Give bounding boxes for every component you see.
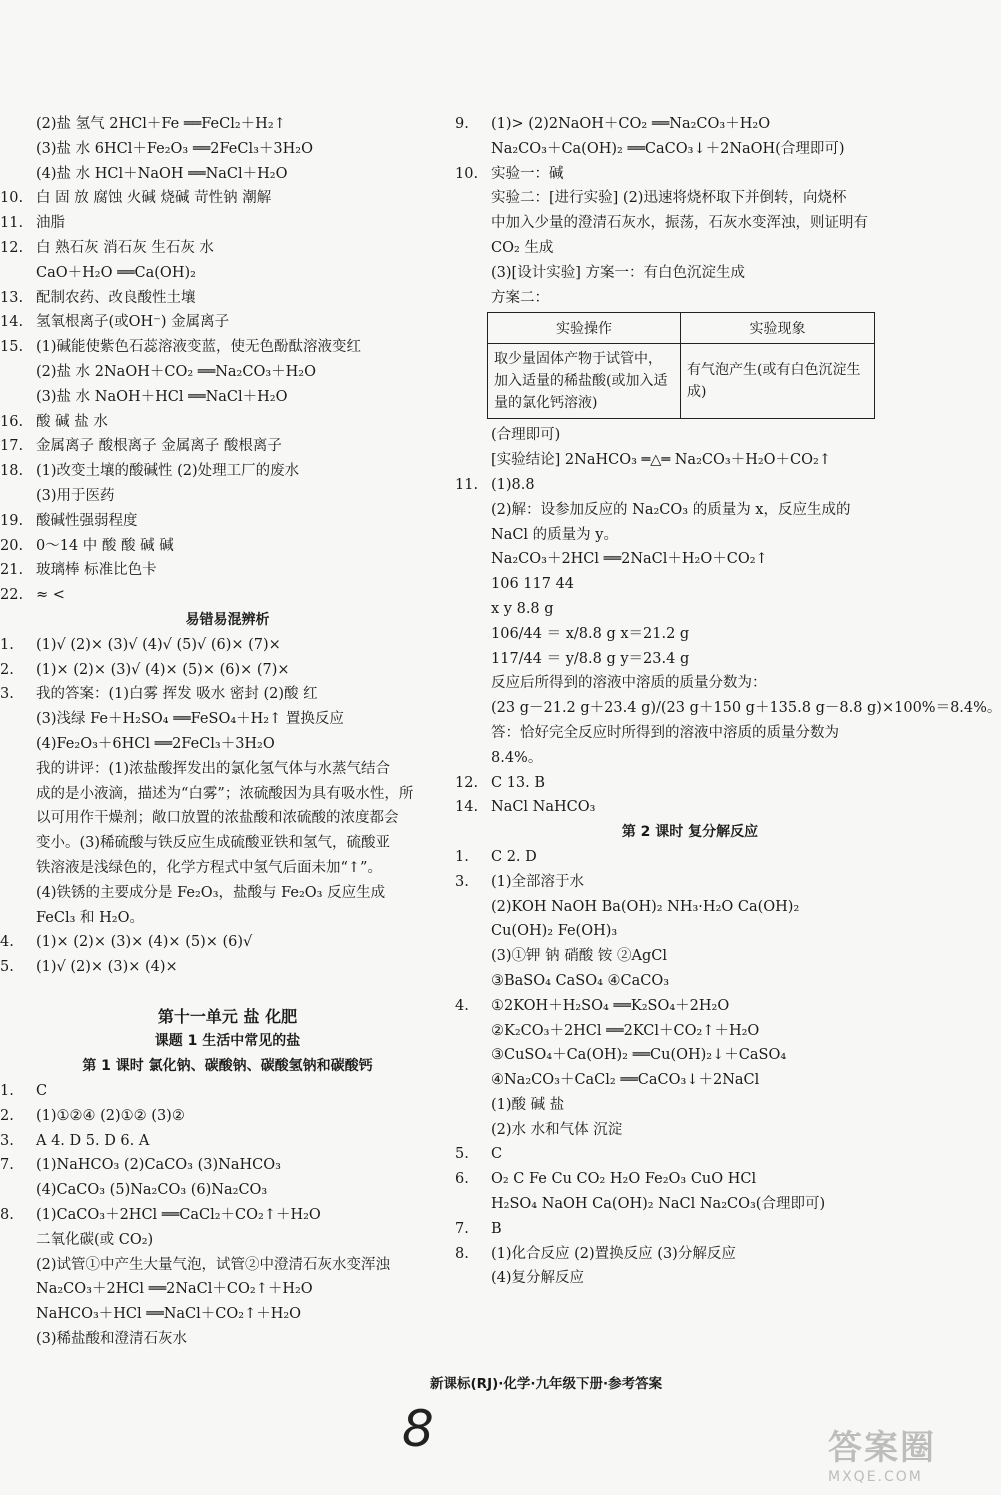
line-text: CaO＋H₂O ══Ca(OH)₂ xyxy=(36,264,196,281)
answer-line xyxy=(455,498,925,523)
item-number: 3. xyxy=(0,1132,14,1149)
answer-line xyxy=(0,1029,455,1054)
item-number: 4. xyxy=(455,997,469,1014)
answer-line xyxy=(455,795,925,820)
answer-line xyxy=(455,448,925,473)
answer-line xyxy=(0,732,455,757)
watermark-site: MXQE.COM xyxy=(828,1469,923,1485)
answer-line xyxy=(0,509,455,534)
answer-line xyxy=(0,434,455,459)
line-text: (2)KOH NaOH Ba(OH)₂ NH₃·H₂O Ca(OH)₂ xyxy=(491,898,800,915)
line-text: 成的是小液滴，描述为“白雾”；浓硫酸因为具有吸水性，所 xyxy=(36,785,414,802)
line-text: 第十一单元 盐 化肥 xyxy=(157,1006,298,1026)
answer-line xyxy=(0,261,455,286)
line-text: 实验二：[进行实验] (2)迅速将烧杯取下并倒转，向烧杯 xyxy=(491,190,847,207)
answer-line xyxy=(455,870,925,895)
answer-line xyxy=(455,820,925,845)
line-text: 酸 碱 盐 水 xyxy=(36,413,108,430)
line-text: (1)× (2)× (3)√ (4)× (5)× (6)× (7)× xyxy=(36,661,290,678)
answer-line xyxy=(455,547,925,572)
answer-line xyxy=(0,658,455,683)
table-header-operation: 实验操作 xyxy=(488,313,681,344)
answer-line xyxy=(0,955,455,980)
item-number: 8. xyxy=(455,1245,469,1262)
line-text: 第 1 课时 氯化钠、碳酸钠、碳酸氢钠和碳酸钙 xyxy=(82,1058,373,1075)
answer-line xyxy=(455,572,925,597)
item-number: 5. xyxy=(0,959,14,976)
answer-line xyxy=(0,1104,455,1129)
item-number: 2. xyxy=(0,1107,14,1124)
line-text: (1)√ (2)× (3)× (4)× xyxy=(36,959,178,976)
answer-line xyxy=(455,944,925,969)
line-text: ③CuSO₄＋Ca(OH)₂ ══Cu(OH)₂↓＋CaSO₄ xyxy=(491,1047,787,1064)
right-top-lines xyxy=(455,112,925,310)
line-text: Na₂CO₃＋2HCl ══2NaCl＋H₂O＋CO₂↑ xyxy=(491,551,768,568)
line-text: ①2KOH＋H₂SO₄ ══K₂SO₄＋2H₂O xyxy=(491,997,730,1014)
line-text: (1)酸 碱 盐 xyxy=(491,1096,565,1113)
item-number: 15. xyxy=(0,339,24,356)
item-number: 19. xyxy=(0,512,24,529)
answer-line xyxy=(0,1253,455,1278)
answer-line xyxy=(0,980,455,1005)
answer-line xyxy=(0,608,455,633)
line-text: (1)√ (2)× (3)√ (4)√ (5)√ (6)× (7)× xyxy=(36,636,281,653)
line-text: 第 2 课时 复分解反应 xyxy=(621,824,759,841)
line-text: (3)①钾 钠 硝酸 铵 ②AgCl xyxy=(491,948,667,965)
answer-line xyxy=(455,1093,925,1118)
answer-line xyxy=(455,622,925,647)
answer-line xyxy=(455,771,925,796)
line-text: C 2. D xyxy=(491,848,537,865)
item-number: 1. xyxy=(455,848,469,865)
table-header-phenomenon: 实验现象 xyxy=(681,313,875,344)
line-text: (1)NaHCO₃ (2)CaCO₃ (3)NaHCO₃ xyxy=(36,1157,281,1174)
answer-line xyxy=(455,1019,925,1044)
watermark-title: 答案圈 xyxy=(828,1428,936,1468)
item-number: 10. xyxy=(0,190,24,207)
answer-line xyxy=(455,994,925,1019)
item-number: 1. xyxy=(0,636,14,653)
line-text: (1)全部溶于水 xyxy=(491,873,585,890)
line-text: 油脂 xyxy=(36,215,65,232)
item-number: 20. xyxy=(0,537,24,554)
line-text: (3)浅绿 Fe＋H₂SO₄ ══FeSO₄＋H₂↑ 置换反应 xyxy=(36,711,344,728)
answer-line xyxy=(0,1203,455,1228)
line-text: (4)盐 水 HCl＋NaOH ══NaCl＋H₂O xyxy=(36,165,288,182)
item-number: 8. xyxy=(0,1207,14,1224)
page-footer: 新课标(RJ)·化学·九年级下册·参考答案 xyxy=(430,1376,663,1392)
answer-line xyxy=(455,746,925,771)
line-text: (3)[设计实验] 方案一：有白色沉淀生成 xyxy=(491,264,745,281)
line-text: 中加入少量的澄清石灰水，振荡，石灰水变浑浊，则证明有 xyxy=(491,215,868,232)
answer-line xyxy=(455,969,925,994)
answer-line xyxy=(0,831,455,856)
item-number: 10. xyxy=(455,165,479,182)
line-text: (1)①②④ (2)①② (3)② xyxy=(36,1107,185,1124)
line-text: B xyxy=(491,1220,502,1237)
answer-line xyxy=(0,757,455,782)
answer-line xyxy=(0,806,455,831)
page-number: 8 xyxy=(402,1400,434,1458)
line-text: (4)CaCO₃ (5)Na₂CO₃ (6)Na₂CO₃ xyxy=(36,1182,268,1199)
line-text: 实验一：碱 xyxy=(491,165,564,182)
answer-line xyxy=(0,162,455,187)
line-text: H₂SO₄ NaOH Ca(OH)₂ NaCl Na₂CO₃(合理即可) xyxy=(491,1196,826,1213)
answer-line xyxy=(0,881,455,906)
line-text: (1)化合反应 (2)置换反应 (3)分解反应 xyxy=(491,1245,736,1262)
answer-line xyxy=(0,335,455,360)
answer-line xyxy=(455,137,925,162)
line-text: NaCl 的质量为 y。 xyxy=(491,526,618,543)
answer-line xyxy=(0,707,455,732)
answer-line xyxy=(0,360,455,385)
line-text: [实验结论] 2NaHCO₃ ═△═ Na₂CO₃＋H₂O＋CO₂↑ xyxy=(491,452,831,469)
line-text: 变小。(3)稀硫酸与铁反应生成硫酸亚铁和氢气，硫酸亚 xyxy=(36,835,391,852)
answer-line xyxy=(455,1242,925,1267)
line-text: 白 固 放 腐蚀 火碱 烧碱 苛性钠 潮解 xyxy=(36,190,272,207)
answer-line xyxy=(455,473,925,498)
item-number: 1. xyxy=(0,1083,14,1100)
answer-line xyxy=(0,682,455,707)
line-text: Na₂CO₃＋Ca(OH)₂ ══CaCO₃↓＋2NaOH(合理即可) xyxy=(491,140,845,157)
line-text: 答：恰好完全反应时所得到的溶液中溶质的质量分数为 xyxy=(491,724,839,741)
answer-line xyxy=(455,1266,925,1291)
answer-line xyxy=(0,484,455,509)
line-text: ②K₂CO₃＋2HCl ══2KCl＋CO₂↑＋H₂O xyxy=(491,1022,760,1039)
item-number: 13. xyxy=(0,289,24,306)
answer-line xyxy=(0,112,455,137)
answer-line xyxy=(455,845,925,870)
answer-line xyxy=(0,1005,455,1030)
item-number: 11. xyxy=(455,476,479,493)
line-text: (23 g－21.2 g＋23.4 g)/(23 g＋150 g＋135.8 g－8.8 g)×100%＝8.4%。 xyxy=(491,700,1001,717)
item-number: 12. xyxy=(0,239,24,256)
item-number: 3. xyxy=(455,873,469,890)
line-text: (1)8.8 xyxy=(491,476,535,493)
line-text: Cu(OH)₂ Fe(OH)₃ xyxy=(491,923,618,940)
answer-line xyxy=(0,410,455,435)
line-text: 二氧化碳(或 CO₂) xyxy=(36,1231,154,1248)
line-text: (2)试管①中产生大量气泡，试管②中澄清石灰水变浑浊 xyxy=(36,1256,391,1273)
line-text: C xyxy=(36,1083,48,1100)
line-text: ④Na₂CO₃＋CaCl₂ ══CaCO₃↓＋2NaCl xyxy=(491,1072,760,1089)
line-text: (3)盐 水 NaOH＋HCl ══NaCl＋H₂O xyxy=(36,388,288,405)
answer-line xyxy=(0,385,455,410)
answer-line xyxy=(455,696,1001,721)
answer-line xyxy=(0,1054,455,1079)
line-text: ③BaSO₄ CaSO₄ ④CaCO₃ xyxy=(491,972,670,989)
line-text: 配制农药、改良酸性土壤 xyxy=(36,289,196,306)
answer-line xyxy=(0,583,455,608)
line-text: 铁溶液是浅绿色的，化学方程式中氢气后面未加“↑”。 xyxy=(36,859,382,876)
line-text: x y 8.8 g xyxy=(491,600,554,617)
line-text: (2)盐 水 2NaOH＋CO₂ ══Na₂CO₃＋H₂O xyxy=(36,363,316,380)
line-text: 8.4%。 xyxy=(491,749,543,766)
line-text: (1)改变土壤的酸碱性 (2)处理工厂的废水 xyxy=(36,463,300,480)
line-text: 以可用作干燥剂；敞口放置的浓盐酸和浓硫酸的浓度都会 xyxy=(36,810,399,827)
line-text: 106/44 ＝ x/8.8 g x＝21.2 g xyxy=(491,625,690,642)
answer-line xyxy=(0,930,455,955)
answer-line xyxy=(455,112,925,137)
line-text: 我的讲评：(1)浓盐酸挥发出的氯化氢气体与水蒸气结合 xyxy=(36,760,391,777)
item-number: 16. xyxy=(0,413,24,430)
line-text: Na₂CO₃＋2HCl ══2NaCl＋CO₂↑＋H₂O xyxy=(36,1281,313,1298)
item-number: 4. xyxy=(0,934,14,951)
line-text: (2)水 水和气体 沉淀 xyxy=(491,1121,623,1138)
answer-line xyxy=(0,1327,455,1352)
answer-line xyxy=(455,286,925,311)
item-number: 7. xyxy=(455,1220,469,1237)
right-column xyxy=(455,112,1001,1291)
line-text: C xyxy=(491,1146,503,1163)
answer-line xyxy=(0,1302,455,1327)
answer-line xyxy=(455,186,925,211)
line-text: 金属离子 酸根离子 金属离子 酸根离子 xyxy=(36,438,282,455)
answer-line xyxy=(455,1118,925,1143)
answer-line xyxy=(0,1178,455,1203)
line-text: 106 117 44 xyxy=(491,576,575,593)
answer-line xyxy=(0,534,455,559)
line-text: 0～14 中 酸 酸 碱 碱 xyxy=(36,537,174,554)
item-number: 12. xyxy=(455,774,479,791)
answer-line xyxy=(0,137,455,162)
answer-line xyxy=(455,1142,925,1167)
line-text: 课题 1 生活中常见的盐 xyxy=(154,1033,301,1050)
answer-line xyxy=(455,1192,925,1217)
line-text: 反应后所得到的溶液中溶质的质量分数为： xyxy=(491,675,767,692)
line-text: (1)> (2)2NaOH＋CO₂ ══Na₂CO₃＋H₂O xyxy=(491,116,771,132)
item-number: 14. xyxy=(455,799,479,816)
line-text: 氢氧根离子(或OH⁻) 金属离子 xyxy=(36,314,230,331)
item-number: 18. xyxy=(0,463,24,480)
answer-line xyxy=(0,1079,455,1104)
line-text: 酸碱性强弱程度 xyxy=(36,512,138,529)
line-text: 玻璃棒 标准比色卡 xyxy=(36,562,157,579)
line-text: (4)Fe₂O₃＋6HCl ══2FeCl₃＋3H₂O xyxy=(36,735,275,752)
line-text: (合理即可) xyxy=(491,427,561,444)
answer-line xyxy=(455,1167,925,1192)
answer-line xyxy=(455,1043,925,1068)
answer-line xyxy=(0,1228,455,1253)
answer-line xyxy=(0,782,455,807)
answer-line xyxy=(0,1129,455,1154)
line-text: (1)碱能使紫色石蕊溶液变蓝，使无色酚酞溶液变红 xyxy=(36,339,362,356)
line-text: 117/44 ＝ y/8.8 g y＝23.4 g xyxy=(491,650,690,667)
answer-line xyxy=(455,895,925,920)
answer-line xyxy=(0,633,455,658)
line-text: ≈ < xyxy=(36,587,65,604)
line-text: (1)× (2)× (3)× (4)× (5)× (6)√ xyxy=(36,934,253,951)
line-text: (2)盐 氢气 2HCl＋Fe ══FeCl₂＋H₂↑ xyxy=(36,116,286,132)
item-number: 2. xyxy=(0,661,14,678)
line-text: (4)复分解反应 xyxy=(491,1270,585,1287)
item-number: 17. xyxy=(0,438,24,455)
item-number: 9. xyxy=(455,116,469,132)
answer-line xyxy=(455,671,925,696)
line-text: (4)铁锈的主要成分是 Fe₂O₃，盐酸与 Fe₂O₃ 反应生成 xyxy=(36,884,386,901)
item-number: 22. xyxy=(0,587,24,604)
answer-line xyxy=(455,597,925,622)
answer-line xyxy=(455,1068,925,1093)
line-text: C 13. B xyxy=(491,774,546,791)
answer-line xyxy=(0,1153,455,1178)
answer-line xyxy=(455,236,925,261)
answer-line xyxy=(455,423,925,448)
line-text: (1)CaCO₃＋2HCl ══CaCl₂＋CO₂↑＋H₂O xyxy=(36,1207,321,1224)
table-cell-phenomenon: 有气泡产生(或有白色沉淀生成) xyxy=(681,344,875,419)
answer-line xyxy=(0,856,455,881)
answer-line xyxy=(455,261,925,286)
answer-line xyxy=(455,162,925,187)
line-text: CO₂ 生成 xyxy=(491,239,554,256)
answer-line xyxy=(0,558,455,583)
line-text: 白 熟石灰 消石灰 生石灰 水 xyxy=(36,239,214,256)
line-text: O₂ C Fe Cu CO₂ H₂O Fe₂O₃ CuO HCl xyxy=(491,1171,757,1188)
answer-line xyxy=(0,286,455,311)
line-text: 易错易混辨析 xyxy=(185,611,270,628)
line-text: (3)盐 水 6HCl＋Fe₂O₃ ══2FeCl₃＋3H₂O xyxy=(36,140,313,157)
experiment-table xyxy=(487,312,875,419)
answer-line xyxy=(455,211,925,236)
line-text: (3)用于医药 xyxy=(36,487,115,504)
right-bottom-lines xyxy=(455,423,1001,1291)
answer-line xyxy=(0,459,455,484)
line-text: FeCl₃ 和 H₂O。 xyxy=(36,909,144,926)
line-text: 我的答案：(1)白雾 挥发 吸水 密封 (2)酸 红 xyxy=(36,686,318,703)
answer-line xyxy=(455,721,925,746)
table-cell-operation: 取少量固体产物于试管中，加入适量的稀盐酸(或加入适量的氯化钙溶液) xyxy=(488,344,681,419)
item-number: 21. xyxy=(0,562,24,579)
line-text: NaCl NaHCO₃ xyxy=(491,799,596,816)
answer-line xyxy=(0,186,455,211)
watermark-logo xyxy=(828,1420,978,1490)
line-text: NaHCO₃＋HCl ══NaCl＋CO₂↑＋H₂O xyxy=(36,1306,302,1323)
item-number: 5. xyxy=(455,1146,469,1163)
answer-line xyxy=(0,310,455,335)
item-number: 11. xyxy=(0,215,24,232)
line-text: A 4. D 5. D 6. A xyxy=(36,1132,150,1149)
answer-line xyxy=(455,647,925,672)
line-text: 方案二： xyxy=(491,289,549,306)
answer-line xyxy=(455,523,925,548)
line-text: (3)稀盐酸和澄清石灰水 xyxy=(36,1331,188,1348)
answer-line xyxy=(0,211,455,236)
answer-line xyxy=(0,236,455,261)
answer-line xyxy=(0,1277,455,1302)
answer-line xyxy=(455,1217,925,1242)
answer-line xyxy=(455,919,925,944)
item-number: 14. xyxy=(0,314,24,331)
left-column xyxy=(0,112,455,1352)
answer-line xyxy=(0,906,455,931)
item-number: 6. xyxy=(455,1171,469,1188)
line-text: (2)解：设参加反应的 Na₂CO₃ 的质量为 x，反应生成的 xyxy=(491,501,851,518)
item-number: 3. xyxy=(0,686,14,703)
item-number: 7. xyxy=(0,1157,14,1174)
